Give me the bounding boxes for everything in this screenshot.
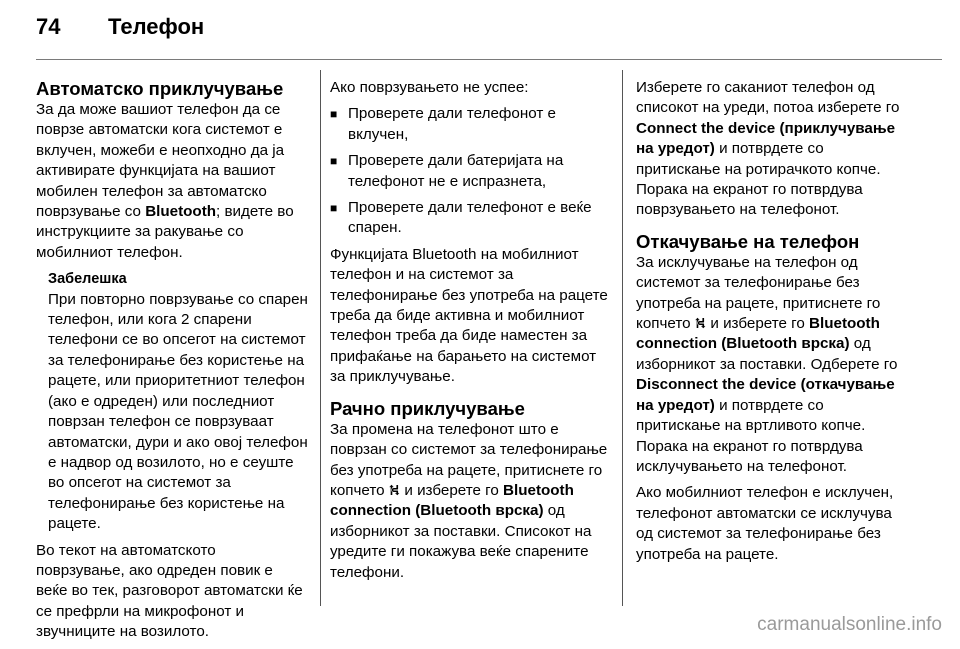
- column-divider: [320, 70, 321, 606]
- text: ; видете во инструкциите за ракување со мобилниот телефон.: [36, 203, 294, 261]
- column-3: [636, 78, 908, 571]
- section-heading-manual-connect: Рачно приклучување: [330, 397, 525, 419]
- phone-button-icon: ⛕: [694, 315, 707, 333]
- bold-term: Bluetooth: [145, 203, 217, 221]
- bold-term: Connect the device (приклучување на уредот): [636, 119, 896, 158]
- page-title: Телефон: [108, 14, 205, 39]
- list-item: ■ Проверете дали батеријата на телефонот не е испразнета,: [330, 151, 610, 192]
- paragraph: [330, 420, 610, 583]
- section-heading-disconnect: Откачување на телефон: [636, 230, 860, 252]
- watermark: carmanualsonline.info: [757, 614, 942, 635]
- paragraph: Во текот на автоматското поврзување, ако одреден повик е веќе во тек, разговорот автоматски ќе се префрли на микрофонот и звучниците на возилото.: [36, 541, 303, 641]
- text: За промена на телефонот што е поврзан со системот за телефонирање без употреба на рацете, притиснете го копчето: [330, 420, 608, 499]
- paragraph: [636, 253, 908, 477]
- bold-term: Bluetooth connection (Bluetooth врска): [330, 481, 574, 520]
- note-box: [48, 269, 308, 534]
- text: За исклучување на телефон од системот за телефонирање без употреба на рацете, притиснете го копчето: [636, 253, 881, 333]
- text: и потврдете со притискање на вртливото копче. Порака на екранот го потврдува исклучувањето на телефонот.: [636, 396, 866, 475]
- paragraph: [636, 78, 908, 221]
- text: За да може вашиот телефон да се поврзе автоматски кога системот е вклучен, можеби е неопходно да ја активирате функцијата на вашиот мобилен телефон за автоматско поврзување со: [36, 101, 285, 221]
- list-item: ■ Проверете дали телефонот е веќе спарен.: [330, 198, 610, 239]
- checklist: [330, 104, 610, 238]
- text: Изберете го саканиот телефон од списокот на уреди, потоа изберете го: [636, 79, 900, 117]
- list-item: ■ Проверете дали телефонот е вклучен,: [330, 104, 610, 145]
- paragraph: Функцијата Bluetooth на мобилниот телефон и на системот за телефонирање без употреба на рацете треба да биде активна и мобилниот телефон треба да биде наместен за прифаќање на барањето на системот за приклучување.: [330, 245, 608, 386]
- bold-term: Disconnect the device (откачување на уредот): [636, 376, 895, 414]
- phone-button-icon: ⛕: [388, 481, 401, 499]
- bold-term: Bluetooth connection (Bluetooth врска): [636, 315, 880, 353]
- text: и изберете го: [706, 315, 810, 333]
- page-number: 74: [36, 14, 61, 39]
- text: од изборникот за поставки. Одберете го: [636, 335, 898, 373]
- column-1: [36, 78, 308, 649]
- note-title: Забелешка: [48, 271, 127, 288]
- note-text: При повторно поврзување со спарен телефон, или кога 2 спарени телефони се во опсегот на системот за телефонирање без користење на рацете, или приоритетниот телефон (ако е одреден) или последниот поврзан телефон се поврзуваат автоматски, дури и ако овој телефон е надвор од возилото, но е сеуште во опсегот на системот за телефонирање без користење на рацете.: [48, 290, 308, 533]
- section-heading-auto-connect: Автоматско приклучување: [36, 78, 284, 99]
- paragraph: Ако мобилниот телефон е исклучен, телефонот автоматски се исклучува од системот за телефонирање без употреба на рацете.: [636, 484, 894, 563]
- header-rule: [36, 59, 942, 60]
- paragraph: [36, 100, 308, 263]
- text: и потврдете со притискање на ротирачкото копче. Порака на екранот го потврдува поврзувањето на телефонот.: [636, 140, 881, 219]
- paragraph: Ако поврзувањето не успее:: [330, 79, 529, 96]
- column-divider: [622, 70, 623, 606]
- text: од изборникот за поставки. Списокот на уредите ги покажува веќе спарените телефони.: [330, 502, 592, 581]
- column-2: [330, 78, 610, 589]
- text: и изберете го: [400, 481, 504, 499]
